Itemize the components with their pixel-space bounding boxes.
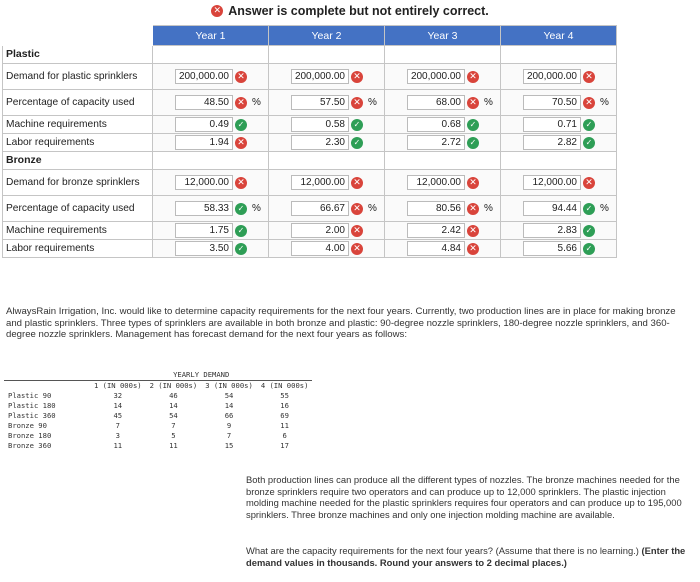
demand-value: 17: [280, 440, 289, 450]
answer-input[interactable]: 12,000.00: [175, 175, 233, 190]
demand-column-header: 4 (IN 000s): [257, 380, 313, 390]
demand-value: 54: [224, 390, 234, 400]
answer-group: [175, 135, 264, 150]
answer-cell: [269, 240, 385, 258]
yearly-demand-table: [4, 370, 312, 450]
result-banner: [0, 0, 700, 24]
demand-row-label: Bronze 90: [8, 420, 47, 430]
answer-cell: [501, 90, 617, 116]
demand-value: 55: [280, 390, 289, 400]
demand-row: [4, 390, 312, 400]
answer-group: [175, 95, 264, 110]
row-label: Percentage of capacity used: [3, 90, 153, 116]
answer-input[interactable]: 80.56: [407, 201, 465, 216]
empty-cell: [269, 152, 385, 170]
check-icon: ✓: [351, 137, 363, 149]
x-icon: ✕: [351, 71, 363, 83]
percent-sign: %: [252, 97, 261, 108]
x-icon: ✕: [583, 71, 595, 83]
answer-group: [407, 241, 496, 256]
table-corner: [3, 26, 153, 46]
answer-cell: [269, 196, 385, 222]
check-icon: ✓: [583, 137, 595, 149]
section-title: Plastic: [3, 46, 153, 64]
table-row: [3, 134, 617, 152]
answer-cell: [501, 222, 617, 240]
answer-group: [407, 117, 496, 132]
row-label: Demand for bronze sprinklers: [3, 170, 153, 196]
percent-sign: %: [368, 203, 377, 214]
answer-group: [291, 241, 380, 256]
answer-cell: [501, 240, 617, 258]
answer-cell: [385, 196, 501, 222]
x-icon: ✕: [235, 177, 247, 189]
answer-input[interactable]: 2.82: [523, 135, 581, 150]
answer-cell: [385, 170, 501, 196]
empty-cell: [153, 152, 269, 170]
check-icon: ✓: [235, 203, 247, 215]
result-banner-text: Answer is complete but not entirely correct.: [228, 4, 489, 18]
table-row: [3, 116, 617, 134]
table-row: [3, 90, 617, 116]
answer-group: [523, 95, 612, 110]
table-row: [3, 196, 617, 222]
percent-sign: %: [368, 97, 377, 108]
answer-input[interactable]: 0.71: [523, 117, 581, 132]
answer-input[interactable]: 57.50: [291, 95, 349, 110]
answer-cell: [385, 116, 501, 134]
demand-value: 54: [169, 410, 178, 420]
answer-group: [407, 69, 496, 84]
check-icon: ✓: [235, 119, 247, 131]
question: [246, 545, 692, 568]
x-icon: ✕: [467, 225, 479, 237]
answer-group: [175, 201, 264, 216]
x-icon: ✕: [351, 225, 363, 237]
row-label: Demand for plastic sprinklers: [3, 64, 153, 90]
demand-row-label: Plastic 180: [8, 400, 56, 410]
answer-group: [175, 223, 264, 238]
answer-group: [291, 223, 380, 238]
answer-cell: [501, 170, 617, 196]
answer-cell: [269, 170, 385, 196]
answer-input[interactable]: 3.50: [175, 241, 233, 256]
table-header-row: [3, 26, 617, 46]
demand-value: 11: [280, 420, 289, 430]
year-header: Year 2: [269, 26, 385, 46]
answer-cell: [501, 196, 617, 222]
problem-statement: AlwaysRain Irrigation, Inc. would like to determine capacity requirements for the next four years. Currently, two production lines are in place for making bronze and plastic sprinklers. Three types of sprinklers are available in both bronze and plastic: 90-degree nozzle sprinklers, 180-degree nozzle sprinklers, and 360-degree nozzle sprinklers. Management has forecast demand for the next four years as follows:: [6, 306, 676, 340]
answer-input[interactable]: 0.68: [407, 117, 465, 132]
answer-group: [175, 241, 264, 256]
demand-value: 45: [113, 410, 123, 420]
demand-row: [4, 410, 312, 420]
answer-cell: [269, 90, 385, 116]
year-header: Year 1: [153, 26, 269, 46]
demand-value: 16: [280, 400, 289, 410]
capacity-table: [2, 25, 617, 258]
x-icon: ✕: [467, 243, 479, 255]
answer-cell: [153, 134, 269, 152]
x-icon: ✕: [235, 137, 247, 149]
answer-cell: [385, 240, 501, 258]
answer-input[interactable]: 66.67: [291, 201, 349, 216]
question-text: What are the capacity requirements for the next four years? (Assume that there is no learning.): [246, 545, 639, 556]
x-icon: ✕: [583, 97, 595, 109]
answer-group: [523, 117, 612, 132]
percent-sign: %: [484, 203, 493, 214]
answer-cell: [501, 116, 617, 134]
answer-input[interactable]: 2.42: [407, 223, 465, 238]
answer-group: [523, 69, 612, 84]
answer-input[interactable]: 58.33: [175, 201, 233, 216]
empty-cell: [269, 46, 385, 64]
answer-group: [291, 117, 380, 132]
x-icon: ✕: [351, 243, 363, 255]
empty-cell: [153, 46, 269, 64]
answer-input[interactable]: 12,000.00: [407, 175, 465, 190]
answer-input[interactable]: 2.30: [291, 135, 349, 150]
empty-cell: [501, 46, 617, 64]
answer-cell: [153, 170, 269, 196]
row-label: Machine requirements: [3, 116, 153, 134]
answer-input[interactable]: 12,000.00: [523, 175, 581, 190]
question-instruction: (Enter the demand values in thousands. Round your answers to 2 decimal places.): [246, 545, 686, 568]
demand-value: 7: [115, 420, 120, 430]
answer-cell: [153, 240, 269, 258]
answer-input[interactable]: 94.44: [523, 201, 581, 216]
answer-input[interactable]: 200,000.00: [175, 69, 233, 84]
demand-value: 11: [169, 440, 178, 450]
answer-group: [175, 175, 264, 190]
answer-group: [407, 175, 496, 190]
table-row: [3, 222, 617, 240]
table-row: [3, 170, 617, 196]
demand-value: 11: [113, 440, 123, 450]
answer-group: [407, 223, 496, 238]
answer-group: [407, 95, 496, 110]
answer-group: [291, 135, 380, 150]
answer-group: [523, 201, 612, 216]
row-label: Labor requirements: [3, 240, 153, 258]
check-icon: ✓: [467, 119, 479, 131]
answer-input[interactable]: 0.58: [291, 117, 349, 132]
demand-value: 32: [113, 390, 123, 400]
demand-value: 7: [171, 420, 176, 430]
answer-cell: [153, 90, 269, 116]
demand-value: 14: [169, 400, 178, 410]
demand-row: [4, 420, 312, 430]
demand-value: 14: [224, 400, 234, 410]
demand-row: [4, 430, 312, 440]
percent-sign: %: [600, 203, 609, 214]
x-icon: ✕: [235, 97, 247, 109]
check-icon: ✓: [467, 137, 479, 149]
answer-cell: [153, 116, 269, 134]
answer-input[interactable]: 200,000.00: [291, 69, 349, 84]
check-icon: ✓: [583, 119, 595, 131]
production-note: Both production lines can produce all the different types of nozzles. The bronze machines needed for the bronze sprinklers require two operators and can produce up to 12,000 sprinklers. The plastic injection molding machine needed for the plastic sprinklers requires four operators and can produce up to 195,000 sprinklers. Three bronze machines and only one injection molding machine are available.: [246, 474, 682, 520]
x-icon: ✕: [467, 71, 479, 83]
demand-value: 66: [224, 410, 234, 420]
x-icon: ✕: [351, 97, 363, 109]
demand-value: 46: [169, 390, 178, 400]
answer-input[interactable]: 4.00: [291, 241, 349, 256]
empty-cell: [501, 152, 617, 170]
demand-value: 6: [282, 430, 287, 440]
answer-input[interactable]: 2.00: [291, 223, 349, 238]
x-icon: ✕: [351, 177, 363, 189]
percent-sign: %: [252, 203, 261, 214]
answer-cell: [501, 64, 617, 90]
check-icon: ✓: [351, 119, 363, 131]
answer-group: [523, 135, 612, 150]
percent-sign: %: [484, 97, 493, 108]
demand-row: [4, 400, 312, 410]
answer-group: [523, 223, 612, 238]
answer-cell: [269, 64, 385, 90]
answer-cell: [385, 90, 501, 116]
answer-input[interactable]: 68.00: [407, 95, 465, 110]
x-icon: ✕: [583, 177, 595, 189]
row-label: Labor requirements: [3, 134, 153, 152]
demand-row-label: Plastic 360: [8, 410, 56, 420]
answer-input[interactable]: 1.94: [175, 135, 233, 150]
answer-cell: [269, 134, 385, 152]
answer-group: [291, 175, 380, 190]
answer-cell: [153, 196, 269, 222]
row-label: Percentage of capacity used: [3, 196, 153, 222]
answer-input[interactable]: 200,000.00: [523, 69, 581, 84]
answer-input[interactable]: 70.50: [523, 95, 581, 110]
answer-input[interactable]: 2.83: [523, 223, 581, 238]
row-label: Machine requirements: [3, 222, 153, 240]
check-icon: ✓: [235, 243, 247, 255]
empty-cell: [385, 152, 501, 170]
section-header-row: [3, 152, 617, 170]
check-icon: ✓: [583, 243, 595, 255]
answer-group: [407, 201, 496, 216]
demand-value: 69: [280, 410, 289, 420]
demand-value: 3: [115, 430, 120, 440]
x-icon: ✕: [351, 203, 363, 215]
demand-column-header: 3 (IN 000s): [201, 380, 257, 390]
x-icon: ✕: [467, 97, 479, 109]
demand-column-header: 1 (IN 000s): [90, 380, 146, 390]
answer-input[interactable]: 5.66: [523, 241, 581, 256]
demand-row: [4, 440, 312, 450]
answer-input[interactable]: 1.75: [175, 223, 233, 238]
x-icon: ✕: [467, 203, 479, 215]
x-icon: ✕: [467, 177, 479, 189]
demand-row-label: Bronze 360: [8, 440, 52, 450]
answer-group: [407, 135, 496, 150]
section-title: Bronze: [3, 152, 153, 170]
empty-cell: [385, 46, 501, 64]
answer-group: [291, 95, 380, 110]
answer-cell: [269, 222, 385, 240]
year-header: Year 4: [501, 26, 617, 46]
answer-cell: [385, 64, 501, 90]
answer-group: [523, 241, 612, 256]
answer-input[interactable]: 200,000.00: [407, 69, 465, 84]
demand-value: 9: [226, 420, 232, 430]
demand-row-label: Bronze 180: [8, 430, 52, 440]
answer-group: [175, 69, 264, 84]
table-row: [3, 240, 617, 258]
demand-value: 5: [171, 430, 176, 440]
answer-group: [175, 117, 264, 132]
answer-cell: [153, 222, 269, 240]
answer-input[interactable]: 12,000.00: [291, 175, 349, 190]
yearly-demand-title: YEARLY DEMAND: [173, 370, 230, 380]
x-icon: ✕: [211, 5, 223, 17]
demand-column-header: 2 (IN 000s): [146, 380, 202, 390]
answer-cell: [385, 222, 501, 240]
demand-value: 14: [113, 400, 123, 410]
answer-input[interactable]: 4.84: [407, 241, 465, 256]
check-icon: ✓: [583, 203, 595, 215]
demand-value: 15: [224, 440, 234, 450]
check-icon: ✓: [235, 225, 247, 237]
section-header-row: [3, 46, 617, 64]
table-row: [3, 64, 617, 90]
answer-input[interactable]: 0.49: [175, 117, 233, 132]
answer-group: [523, 175, 612, 190]
x-icon: ✕: [235, 71, 247, 83]
answer-group: [291, 69, 380, 84]
check-icon: ✓: [583, 225, 595, 237]
answer-input[interactable]: 2.72: [407, 135, 465, 150]
percent-sign: %: [600, 97, 609, 108]
answer-input[interactable]: 48.50: [175, 95, 233, 110]
demand-value: 7: [226, 430, 232, 440]
demand-row-label: Plastic 90: [8, 390, 52, 400]
answer-cell: [269, 116, 385, 134]
answer-cell: [501, 134, 617, 152]
answer-cell: [385, 134, 501, 152]
year-header: Year 3: [385, 26, 501, 46]
answer-group: [291, 201, 380, 216]
answer-cell: [153, 64, 269, 90]
